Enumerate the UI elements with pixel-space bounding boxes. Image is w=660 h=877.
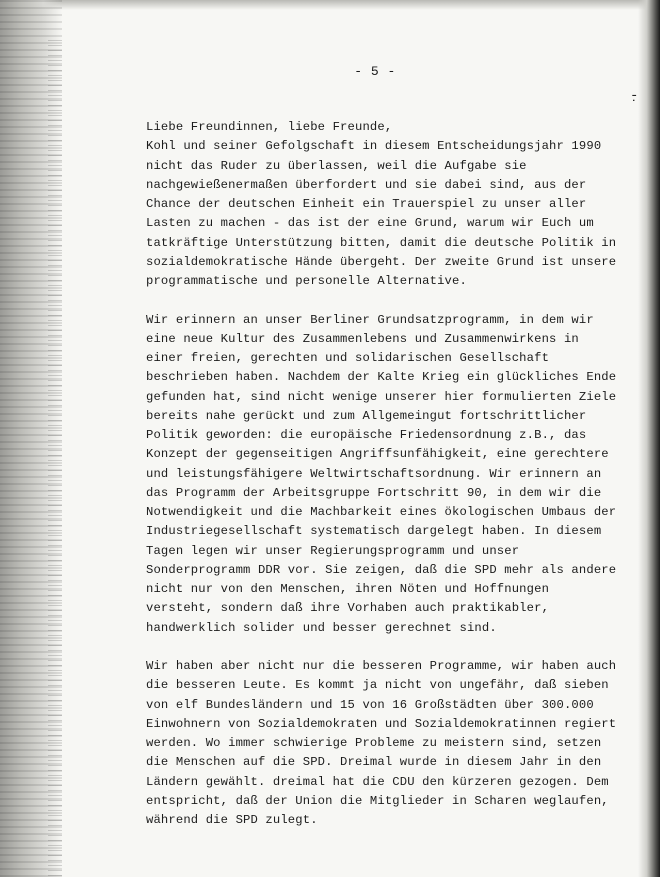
- text-line: sozialdemokratische Hände übergeht. Der zweite Grund ist unsere: [146, 254, 617, 269]
- page-number: - 5 -: [354, 64, 396, 79]
- text-line: Wir haben aber nicht nur die besseren Programme, wir haben auch: [146, 659, 617, 673]
- text-line: die Menschen auf die SPD. Dreimal wurde in diesem Jahr in den: [146, 755, 602, 770]
- text-line: versteht, sondern daß ihre Vorhaben auch praktikabler,: [146, 601, 550, 616]
- text-line: und leistungsfähigere Weltwirtschaftsordnung. Wir erinnern an: [146, 466, 602, 481]
- text-line: nicht das Ruder zu überlassen, weil die Aufgabe sie: [146, 158, 527, 173]
- text-line: nachgewießenermaßen überfordert und sie dabei sind, aus der: [146, 177, 587, 192]
- scan-edge-top: [0, 0, 660, 10]
- text-line: Chance der deutschen Einheit ein Trauerspiel zu unser aller: [146, 197, 587, 211]
- text-line: einer freien, gerechten und solidarischen Gesellschaft: [146, 351, 550, 365]
- text-line: werden. Wo immer schwierige Probleme zu meistern sind, setzen: [146, 736, 602, 750]
- text-line: von elf Bundesländern und 15 von 16 Großstädten über 300.000: [146, 697, 594, 712]
- text-line: während die SPD zulegt.: [146, 813, 318, 827]
- paragraph-1: [146, 118, 646, 291]
- text-line: tatkräftige Unterstützung bitten, damit die deutsche Politik in: [146, 235, 617, 250]
- text-line: Wir erinnern an unser Berliner Grundsatzprogramm, in dem wir: [146, 312, 594, 327]
- scan-edge-left-texture: [48, 40, 62, 877]
- text-line: Ländern gewählt. dreimal hat die CDU den kürzeren gezogen. Dem: [146, 774, 609, 789]
- text-line: das Programm der Arbeitsgruppe Fortschritt 90, in dem wir die: [146, 485, 602, 500]
- text-line: Konzept der gegenseitigen Angriffsunfähigkeit, eine gerechtere: [146, 447, 609, 462]
- text-line: programmatische und personelle Alternative.: [146, 274, 467, 288]
- text-line: Sonderprogramm DDR vor. Sie zeigen, daß die SPD mehr als andere: [146, 562, 617, 577]
- text-line: nicht nur von den Menschen, ihren Nöten und Hoffnungen: [146, 582, 550, 596]
- text-line: Kohl und seiner Gefolgschaft in diesem Entscheidungsjahr 1990: [146, 139, 602, 154]
- paragraph-3: [146, 657, 646, 830]
- letter-body: [146, 118, 646, 830]
- text-line: die besseren Leute. Es kommt ja nicht von ungefähr, daß sieben: [146, 678, 609, 693]
- paragraph-2: [146, 311, 646, 638]
- text-line: Industriegesellschaft systematisch dargelegt haben. In diesem: [146, 524, 602, 539]
- text-line: Notwendigkeit und die Machbarkeit eines ökologischen Umbaus der: [146, 505, 617, 519]
- text-line: Politik geworden: die europäische Friedensordnung z.B., das: [146, 428, 587, 442]
- text-line: entspricht, daß der Union die Mitglieder in Scharen weglaufen,: [146, 793, 609, 808]
- text-line: Liebe Freundinnen, liebe Freunde,: [146, 120, 393, 134]
- corner-mark: -̣: [630, 88, 639, 104]
- text-line: handwerklich solider und besser gerechnet sind.: [146, 620, 497, 635]
- text-line: Einwohnern von Sozialdemokraten und Sozialdemokratinnen regiert: [146, 716, 617, 731]
- text-line: bereits nahe gerückt und zum Allgemeingut fortschrittlicher: [146, 408, 587, 423]
- text-line: Tagen legen wir unser Regierungsprogramm und unser: [146, 543, 520, 558]
- text-line: Lasten zu machen - das ist der eine Grund, warum wir Euch um: [146, 216, 594, 231]
- text-line: beschrieben haben. Nachdem der Kalte Krieg ein glückliches Ende: [146, 370, 617, 385]
- text-line: eine neue Kultur des Zusammenlebens und Zusammenwirkens in: [146, 331, 579, 346]
- text-line: gefunden hat, sind nicht wenige unserer hier formulierten Ziele: [146, 389, 617, 404]
